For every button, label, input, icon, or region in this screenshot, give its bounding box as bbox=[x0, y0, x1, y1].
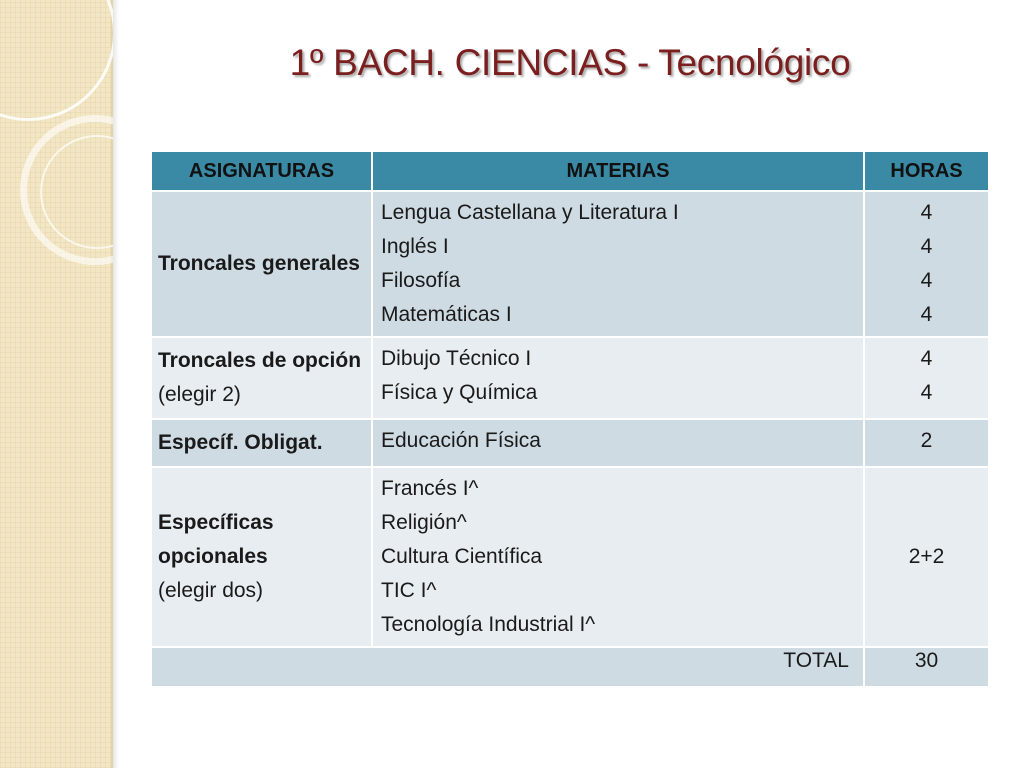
group-label: Específ. Obligat. bbox=[151, 419, 372, 467]
hours-cell: 2+2 bbox=[864, 467, 989, 647]
hours-value: 4 bbox=[920, 235, 933, 258]
slide-title: 1º BACH. CIENCIAS - Tecnológico bbox=[289, 42, 851, 83]
hours-value: 4 bbox=[920, 201, 933, 224]
header-asignaturas: ASIGNATURAS bbox=[151, 151, 372, 191]
subject-item: TIC I^ bbox=[381, 579, 437, 602]
group-label-note: (elegir 2) bbox=[158, 383, 241, 406]
hours-cell bbox=[864, 337, 989, 419]
group-label-bold: Troncales de opción bbox=[158, 349, 362, 372]
subject-item: Lengua Castellana y Literatura I bbox=[381, 201, 679, 224]
table-row bbox=[151, 337, 989, 419]
subjects-cell bbox=[372, 467, 864, 647]
hours-value: 2 bbox=[920, 429, 933, 452]
table-row bbox=[151, 467, 989, 647]
group-label: Troncales generales bbox=[151, 191, 372, 337]
subject-item: Matemáticas I bbox=[381, 303, 512, 326]
hours-cell bbox=[864, 419, 989, 467]
subject-item: Filosofía bbox=[381, 269, 461, 292]
subject-item: Educación Física bbox=[381, 429, 541, 452]
decorative-side-band bbox=[0, 0, 113, 768]
subjects-table bbox=[150, 150, 990, 688]
group-label-bold: Específicas opcionales bbox=[158, 511, 274, 568]
decorative-ring bbox=[40, 135, 154, 249]
total-value: 30 bbox=[864, 647, 989, 687]
band-shadow bbox=[113, 0, 119, 768]
total-row bbox=[151, 647, 989, 687]
subjects-cell bbox=[372, 191, 864, 337]
subject-item: Física y Química bbox=[381, 381, 538, 404]
decorative-ring bbox=[0, 0, 116, 121]
table-row bbox=[151, 191, 989, 337]
total-label: TOTAL bbox=[151, 647, 864, 687]
hours-value: 4 bbox=[920, 303, 933, 326]
group-label bbox=[151, 337, 372, 419]
group-label bbox=[151, 467, 372, 647]
subject-item: Dibujo Técnico I bbox=[381, 347, 532, 370]
subjects-cell bbox=[372, 419, 864, 467]
subject-item: Tecnología Industrial I^ bbox=[381, 613, 596, 636]
hours-value: 4 bbox=[920, 269, 933, 292]
subject-item: Cultura Científica bbox=[381, 545, 543, 568]
header-horas: HORAS bbox=[864, 151, 989, 191]
group-label-note: (elegir dos) bbox=[158, 579, 264, 602]
hours-cell bbox=[864, 191, 989, 337]
header-materias: MATERIAS bbox=[372, 151, 864, 191]
subject-item: Francés I^ bbox=[381, 477, 479, 500]
subjects-cell bbox=[372, 337, 864, 419]
table-row bbox=[151, 419, 989, 467]
table-header-row bbox=[151, 151, 989, 191]
subject-item: Inglés I bbox=[381, 235, 449, 258]
hours-value: 4 bbox=[920, 381, 933, 404]
subject-item: Religión^ bbox=[381, 511, 467, 534]
hours-value: 4 bbox=[920, 347, 933, 370]
